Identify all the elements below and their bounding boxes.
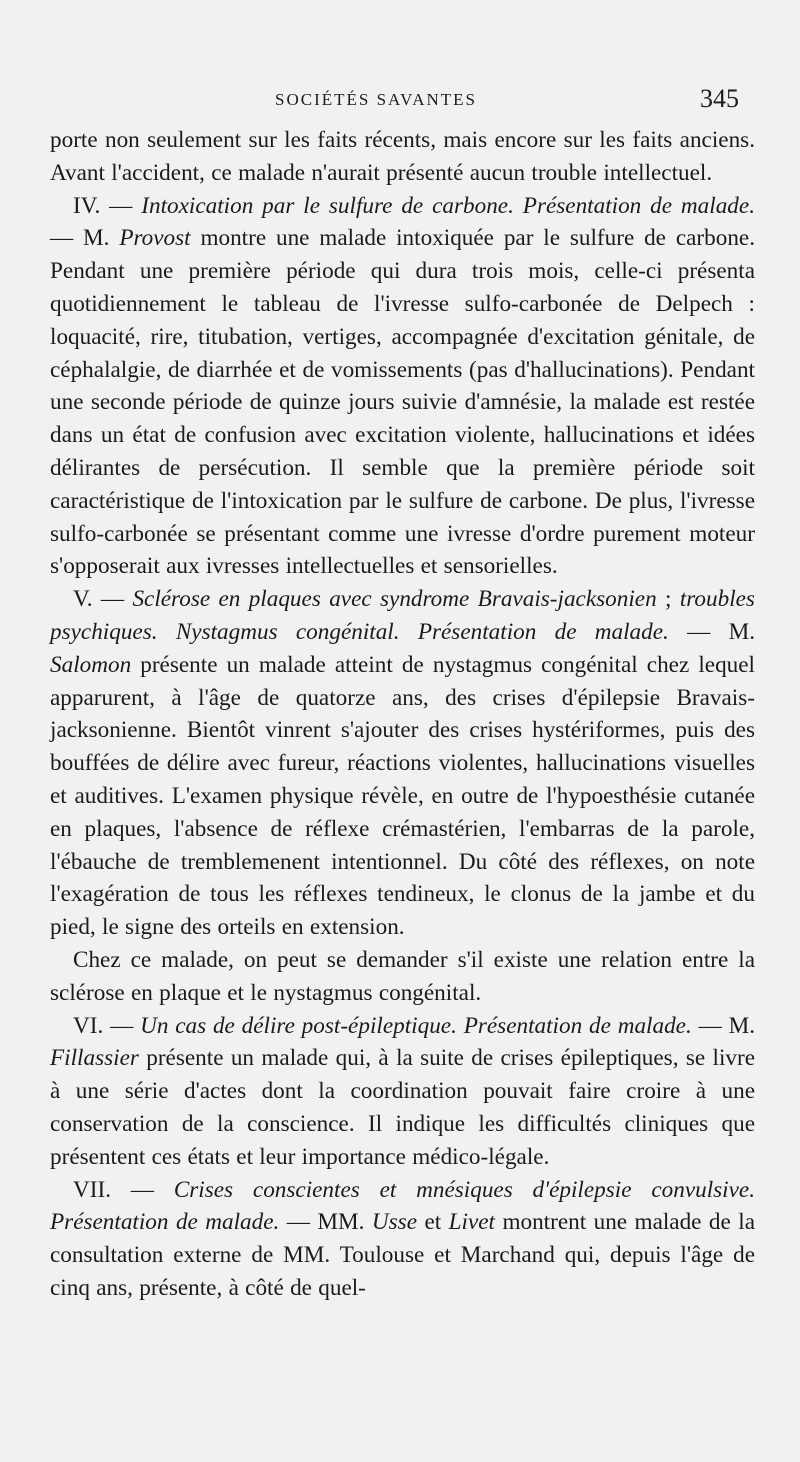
italic-text-segment: Un cas de délire post-épileptique. Présentation de malade. <box>140 1012 692 1039</box>
italic-text-segment: Livet <box>448 1209 495 1236</box>
text-segment: V. — <box>73 586 133 613</box>
running-head: SOCIÉTÉS SAVANTES <box>275 90 477 109</box>
text-segment: porte non seulement sur les faits récents, mais encore sur les faits anciens. Avant l'accident, ce malade n'aurait présenté aucun trouble intellectuel. <box>50 127 755 186</box>
text-segment: — M. <box>50 225 120 252</box>
page-number: 345 <box>700 84 739 113</box>
paragraph-section-vii <box>50 1174 755 1305</box>
italic-text-segment: Usse <box>371 1209 417 1236</box>
body-text <box>50 124 755 1305</box>
page-header <box>0 82 800 118</box>
italic-text-segment: Intoxication par le sulfure de carbone. Présentation de malade. <box>141 192 755 219</box>
text-segment: présente un malade qui, à la suite de crises épileptiques, se livre à une série d'actes dont la coordination pouvait faire croire à une conservation de la conscience. Il indique les difficultés cliniques que présentent ces états et leur importance médico-légale. <box>50 1045 755 1170</box>
italic-text-segment: troubles psychiques. Nystagmus congénital. Présentation de malade. <box>50 586 755 645</box>
paragraph-section-iv <box>50 190 755 584</box>
text-segment: — MM. <box>279 1209 372 1236</box>
italic-text-segment: Fillassier <box>50 1045 139 1072</box>
text-segment: Chez ce malade, on peut se demander s'il existe une relation entre la sclérose en plaque et le nystagmus congénital. <box>50 946 755 1006</box>
paragraph-section-v-comment <box>50 944 755 1010</box>
text-segment: — M. <box>691 1012 755 1039</box>
text-segment: IV. — <box>73 192 142 219</box>
text-segment: montre une malade intoxiquée par le sulfure de carbone. Pendant une première période qui dura trois mois, celle-ci présenta quotidiennement le tableau de l'ivresse sulfo-carbonée de Delpech : loquacité, rire, titubation, vertiges, accompagnée d'excitation génitale, de céphalalgie, de diarrhée et de vomissements (pas d'hallucinations). Pendant une seconde période de quinze jours suivie d'amnésie, la malade est restée dans un état de confusion avec excitation violente, hallucinations et idées délirantes de persécution. Il semble que la première période soit caractéristique de l'intoxication par le sulfure de carbone. De plus, l'ivresse sulfo-carbonée se présentant comme une ivresse d'ordre purement moteur s'opposerait aux ivresses intellectuelles et sensorielles. <box>50 225 755 580</box>
text-segment: ; <box>656 586 680 613</box>
italic-text-segment: Salomon <box>50 651 132 678</box>
italic-text-segment: Crises conscientes et mnésiques d'épilepsie convulsive. Présentation de malade. <box>50 1176 755 1236</box>
text-segment: et <box>417 1209 449 1236</box>
italic-text-segment: Sclérose en plaques avec syndrome Bravais-jacksonien <box>132 586 657 613</box>
text-segment: VII. — <box>73 1176 174 1203</box>
text-segment: — M. <box>668 618 755 645</box>
text-segment: VI. — <box>73 1012 141 1039</box>
paragraph-section-v <box>50 583 755 944</box>
paragraph-continuation <box>50 124 755 190</box>
italic-text-segment: Provost <box>119 225 191 252</box>
text-segment: montrent une malade de la consultation externe de MM. Toulouse et Marchand qui, depuis l'âge de cinq ans, présente, à côté de quel- <box>50 1209 755 1301</box>
paragraph-section-vi <box>50 1010 755 1174</box>
text-segment: présente un malade atteint de nystagmus congénital chez lequel apparurent, à l'âge de quatorze ans, des crises d'épilepsie Bravais-jacksonienne. Bientôt vinrent s'ajouter des crises hystériformes, puis des bouffées de délire avec fureur, réactions violentes, hallucinations visuelles et auditives. L'examen physique révèle, en outre de l'hypoesthésie cutanée en plaques, l'absence de réflexe crémastérien, l'embarras de la parole, l'ébauche de tremblemenent intentionnel. Du côté des réflexes, on note l'exagération de tous les réflexes tendineux, le clonus de la jambe et du pied, le signe des orteils en extension. <box>50 651 755 941</box>
